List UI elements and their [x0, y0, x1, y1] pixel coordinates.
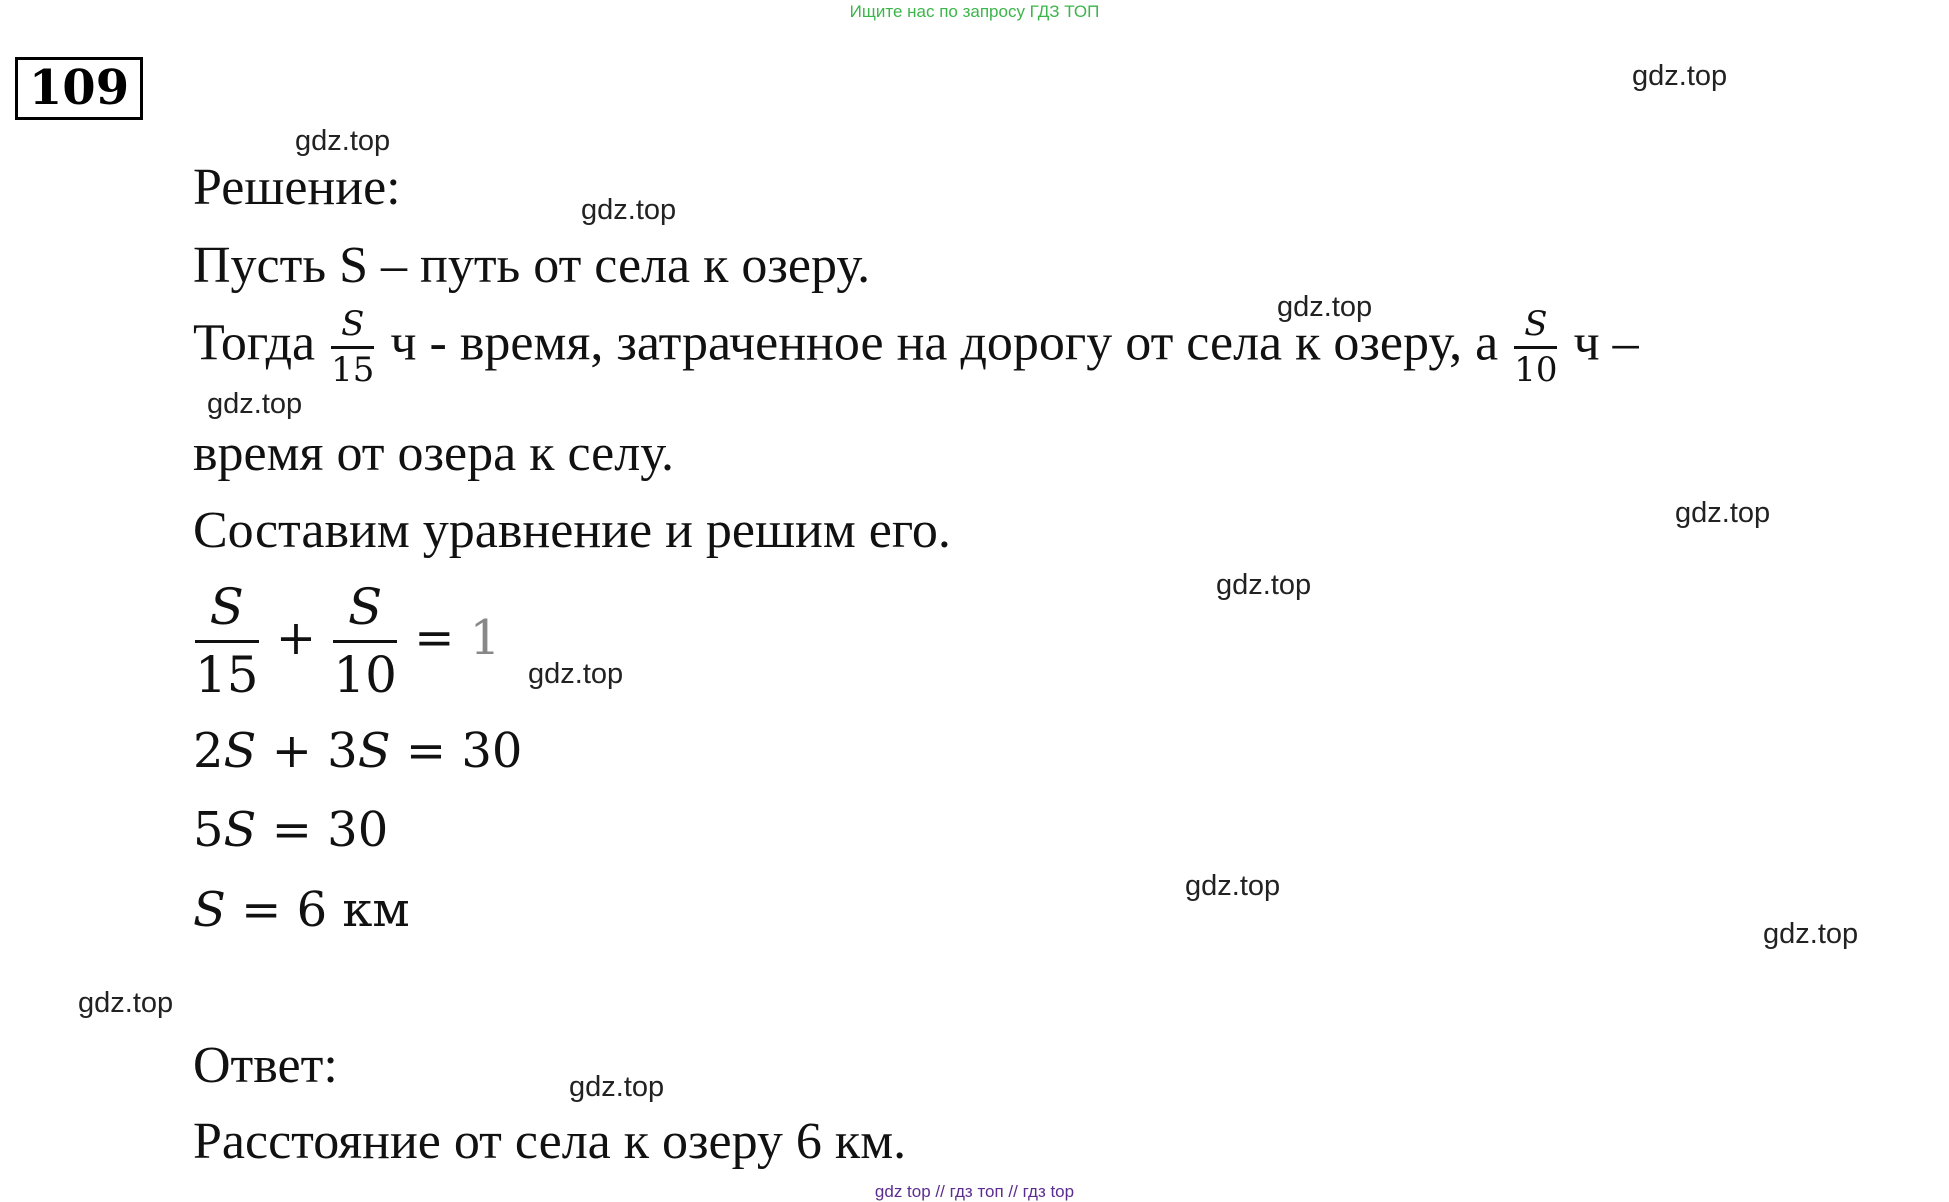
task-number-box: 109	[15, 57, 143, 120]
fraction-bar	[331, 346, 374, 349]
equation-fraction-2	[331, 575, 399, 708]
step1-rhs: = 30	[405, 723, 523, 779]
step1-coef-a: 2	[193, 723, 224, 779]
step-1	[193, 723, 523, 779]
step2-var: S	[223, 802, 257, 858]
answer-heading: Ответ:	[193, 1037, 338, 1094]
watermark: gdz.top	[1185, 870, 1281, 902]
fraction-denominator: 15	[195, 646, 259, 704]
fraction-numerator: S	[209, 578, 244, 636]
answer-text: Расстояние от села к озеру 6 км.	[193, 1113, 907, 1170]
fraction-numerator: S	[1524, 304, 1548, 344]
equation-rhs: 1	[469, 610, 501, 666]
watermark: gdz.top	[1675, 497, 1771, 529]
line2-start: Тогда	[193, 314, 316, 372]
step1-var-b: S	[357, 723, 391, 779]
watermark: gdz.top	[1216, 569, 1312, 601]
solution-heading: Решение:	[193, 159, 401, 216]
watermark: gdz.top	[528, 658, 624, 690]
fraction-bar	[1514, 346, 1557, 349]
fraction-denominator: 10	[333, 646, 397, 704]
plus-sign: +	[275, 610, 317, 666]
step1-var-a: S	[223, 723, 257, 779]
step1-coef-b: + 3	[271, 723, 358, 779]
watermark: gdz.top	[1632, 60, 1728, 92]
watermark: gdz.top	[295, 125, 391, 157]
fraction-s-10	[1511, 305, 1560, 390]
text-line-3: время от озера к селу.	[193, 425, 674, 482]
equation-fraction-1	[193, 575, 261, 708]
text-line-1: Пусть S – путь от села к озеру.	[193, 237, 871, 294]
fraction-s-15	[328, 305, 377, 390]
watermark: gdz.top	[1277, 291, 1373, 323]
step3-rhs: = 6 км	[241, 882, 410, 938]
equals-sign: =	[414, 610, 455, 666]
fraction-numerator: S	[341, 304, 365, 344]
watermark: gdz.top	[569, 1071, 665, 1103]
watermark: gdz.top	[207, 388, 303, 420]
line2-end: ч –	[1573, 314, 1639, 372]
step2-rhs: = 30	[271, 802, 389, 858]
fraction-denominator: 10	[1514, 350, 1558, 391]
step2-coef: 5	[193, 802, 224, 858]
step-2	[193, 802, 389, 858]
fraction-numerator: S	[348, 578, 383, 636]
watermark: gdz.top	[581, 194, 677, 226]
top-banner: Ищите нас по запросу ГДЗ ТОП	[849, 2, 1100, 21]
text-line-4: Составим уравнение и решим его.	[193, 502, 951, 559]
footer-links: gdz top // гдз топ // гдз top	[874, 1182, 1075, 1201]
line2-middle: ч - время, затраченное на дорогу от села к озеру, а	[390, 314, 1499, 372]
step-3	[193, 882, 410, 938]
text-line-2	[193, 305, 1639, 390]
step3-var: S	[193, 882, 226, 938]
watermark: gdz.top	[78, 987, 174, 1019]
watermark: gdz.top	[1763, 918, 1859, 950]
equation	[193, 575, 500, 708]
fraction-denominator: 15	[331, 350, 375, 391]
